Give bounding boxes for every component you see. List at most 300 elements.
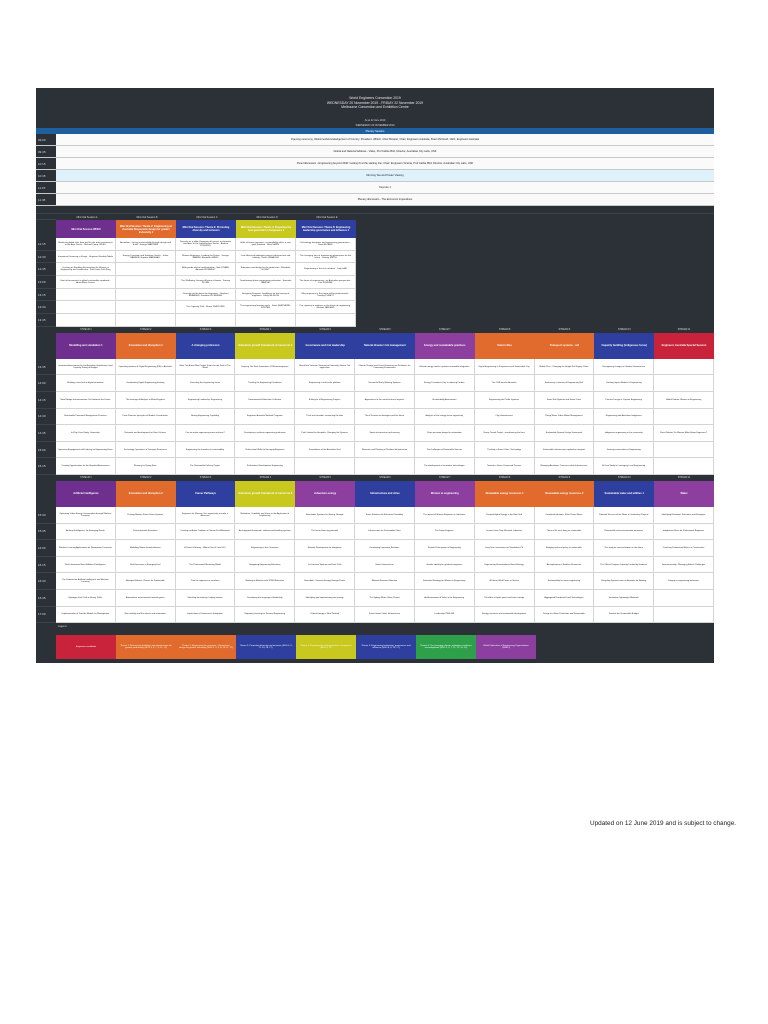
legend-item: Engineers worldwide xyxy=(56,635,116,659)
session-talk: Network Development for Integration xyxy=(295,540,355,557)
session-talk: Managed Retreat - Rooms for Sustainable xyxy=(116,573,176,590)
session-talk: Operating systems of Digital Engineering (DE) in Australia xyxy=(116,359,176,376)
time-slot: 11:45 xyxy=(36,194,56,205)
session-talk: The effect of hydro power and solar storage xyxy=(475,590,535,607)
stream-label: STREAM 4 xyxy=(259,328,272,331)
session-talk xyxy=(355,458,415,475)
session-row xyxy=(36,540,714,557)
session-talk: Aggregated Distributed Land Technologies xyxy=(535,590,595,607)
mini-workshop-talk: Diversity as a pillar: Engaging all sectors to eliminate 'outsiders' in the Infrastructure Sector · Andrew ROSSIDIS xyxy=(176,238,236,251)
stream-label: STREAM 6 xyxy=(379,328,391,331)
session-talk xyxy=(654,458,714,475)
session-header: Renewable energy resources 1 xyxy=(475,481,535,507)
session-talk: Rationale and development for New Cultures xyxy=(116,425,176,442)
mini-workshop-talk xyxy=(56,289,116,302)
session-talk xyxy=(295,458,355,475)
stream-label: STREAM 9 xyxy=(558,476,571,479)
mini-workshop-talk: The changing face of engineering governance for the future · Jeremy SMITH xyxy=(296,251,356,264)
legend-item: Theme 1: Reinvesting buildings and infrastructure for greater productivity (SDG 3, 6, 7, 9, 11, 12) xyxy=(116,635,176,659)
session-talk: The study for new techniques in the future xyxy=(594,540,654,557)
session-talk: Clean precision design for automation xyxy=(415,425,475,442)
time-slot: 15:00 xyxy=(36,442,56,459)
time-slot: 14:45 xyxy=(36,425,56,442)
stream-label: STREAM 11 xyxy=(677,476,691,479)
session-talk: There is No such thing as sustainable xyxy=(535,524,595,541)
stream-label: STREAM 7 xyxy=(439,328,451,331)
session-talk: Hornsdale - Victorian Energy Storage Power xyxy=(295,573,355,590)
session-talk: Hydrogen Fuel Cells in Heavy Traffic xyxy=(56,590,116,607)
session-talk: Governmentally - Managing Ethical Challenges xyxy=(654,557,714,574)
session-row xyxy=(36,425,714,442)
session-header: Natural disaster risk management xyxy=(355,333,415,359)
session-row xyxy=(36,590,714,607)
session-talk: From Pleasure principles of Modern Construction xyxy=(116,409,176,426)
afternoon-sessions-1 xyxy=(36,333,714,475)
session-header: Sustainable water and utilities 1 xyxy=(594,481,654,507)
session-talk: Can we make engineering more inclusive? xyxy=(176,425,236,442)
legend-item: Theme 6: Our changing climate: mitigation, resilience and adaptation (SDG 2, 6, 7, 11, 13, 14, 15) xyxy=(416,635,476,659)
session-header: Innovation and disruption 1 xyxy=(116,333,176,359)
session-talk: The Jaipur Engineer xyxy=(415,524,475,541)
session-talk: Female Participation in Engineering xyxy=(415,540,475,557)
session-talk: Think and consider: connecting the dots xyxy=(295,409,355,426)
session-header: Water xyxy=(654,481,714,507)
legend-item: Theme 5: Engineering leadership, governance and influence (SDG 8, 9, 16, 17) xyxy=(356,635,416,659)
session-talk: Profit Limited for Hospitals: Changing the Dynamic xyxy=(295,425,355,442)
session-talk: Indigenous engineering in the community xyxy=(594,425,654,442)
session-talk: Driving towards Innovation xyxy=(116,524,176,541)
mini-workshop-head: Mini Oral Session B xyxy=(116,214,176,220)
stream-label: STREAM 3 xyxy=(199,328,212,331)
session-talk: Co-Location Systems and Fuel Cells xyxy=(295,557,355,574)
session-talk: The Official Program Capacity Limited by Evidence xyxy=(594,557,654,574)
session-talk: Foundations of the Australian Grid xyxy=(295,442,355,459)
session-talk: Implications of Governance Integration xyxy=(176,607,236,624)
time-slot: 14:00 xyxy=(36,375,56,392)
stream-label: STREAM 10 xyxy=(617,476,631,479)
session-talk: Analysis of the energy sector opportunity xyxy=(415,409,475,426)
session-talk: Recognising changes in Gordon Infrastructure xyxy=(594,359,654,376)
mini-workshop-talk xyxy=(116,263,176,276)
session-talk: Environmental Education Collective xyxy=(235,392,295,409)
session-talk: Long Term assessment of Standalone PV xyxy=(475,540,535,557)
session-talk: Building a new fault in digital innovation xyxy=(56,375,116,392)
plenary-item: Opening ceremony, Welcome/Acknowledgement of Country, President, WFEO, Chief Minister, Chair, Engineers Australia, Peter McIntosh, CEO, Engineers Australia xyxy=(56,134,714,145)
plenary-row xyxy=(36,170,714,182)
session-talk: Sustainable Pavement Management Practices xyxy=(56,409,116,426)
mini-workshop-talk: Women Engineers: Leading the Future · George MAMINI, Elizabeth GREIG xyxy=(176,251,236,264)
session-talk: Lessons from Tony Renewal: industries xyxy=(475,524,535,541)
session-row xyxy=(36,375,714,392)
session-talk: Improving Engagement with Industry for Engineering Firms xyxy=(56,442,116,459)
session-talk: Modelling Nature based solutions xyxy=(116,540,176,557)
event-dates: WEDNESDAY 20 November 2019 - FRIDAY 22 November 2019 xyxy=(326,100,424,105)
session-talk: Mobile Plan - Changing the Height Rail Supply Chain xyxy=(535,359,595,376)
session-talk: A Case Study in Leveraging Local Engineering xyxy=(594,458,654,475)
session-talk: The Professional Mentoring Model xyxy=(176,557,236,574)
session-talk: Professional Skills for Emerging Engineers xyxy=(235,442,295,459)
stream-label: STREAM 5 xyxy=(319,328,331,331)
session-talk: Pushing Modern Smart Lanes Systems xyxy=(116,507,176,524)
session-talk: Exporting Learning for Terminal Engineering xyxy=(235,607,295,624)
session-talk: Sustainability for water engineering xyxy=(535,573,595,590)
mini-workshop-title: Mini Oral Session: Theme 3: Promoting diversity and inclusion xyxy=(176,220,236,238)
mini-workshop-talk: Education and design for the profession · Elizabeth HORST xyxy=(236,263,296,276)
session-talk: Developing the language of leadership xyxy=(235,590,295,607)
session-talk: Optimising Urban Energy Consumption through Machine Learning xyxy=(56,507,116,524)
session-talk: A Career Pathway - Where Does It Lead Us? xyxy=(176,540,236,557)
mini-workshop-talk xyxy=(116,276,176,289)
session-talk: Engineering Leadership: Engineering xyxy=(176,392,236,409)
session-talk: Machine Learning Applications for Wastewater Treatment xyxy=(56,540,116,557)
session-header: Engineers Australia Special Session xyxy=(654,333,714,359)
session-talk: Engineering Semiconductor Based Energy xyxy=(475,557,535,574)
day-band: WEDNESDAY 20 NOVEMBER 2019 xyxy=(36,123,714,128)
session-talk: Renewable Systems for Storing, Storage xyxy=(295,507,355,524)
session-talk: Think Victorian technologies and the future xyxy=(355,409,415,426)
mini-workshop-talk: Mild gender-driven transformation · Bob LYMAN, Amanda WORMLEY xyxy=(176,263,236,276)
session-talk: Novel Bridge Instrumentation: DeCarbonise the Future xyxy=(56,392,116,409)
time-slot: 09:00 xyxy=(36,134,56,145)
session-talk: Implementation of Transfer Models for Management xyxy=(56,607,116,624)
session-talk: Green Infrastructure xyxy=(355,557,415,574)
session-talk: Should the Victorian Government Internally Govern The application xyxy=(295,359,355,376)
session-talk: Towards a Smart Connected Precinct xyxy=(475,458,535,475)
plenary-rows xyxy=(36,134,714,206)
session-talk: Potential Success of the Water in Leadership Projects xyxy=(594,507,654,524)
session-talk: Meeting at Effective with STEM Education xyxy=(235,573,295,590)
session-row xyxy=(36,458,714,475)
session-talk: Professional Development Engineering xyxy=(235,458,295,475)
plenary-row xyxy=(36,134,714,146)
session-talk: The leverage of Analysis in Mulsi-Regimes xyxy=(116,392,176,409)
event-title: World Engineers Convention 2019 xyxy=(349,96,401,101)
mini-workshop-talk: The Wellbeing Journey: A future of teams · Farouq FLYNN xyxy=(176,276,236,289)
session-row xyxy=(36,607,714,624)
session-talk: Time for engineers to transform xyxy=(176,573,236,590)
session-talk: Leadership PWS-ISE xyxy=(415,607,475,624)
session-talk xyxy=(654,359,714,376)
stream-label: STREAM 6 xyxy=(379,476,391,479)
plenary-row xyxy=(36,194,714,206)
plenary-row xyxy=(36,146,714,158)
session-talk: Innovative Assessment for the Australian Satisfactory Load Capacity Rating of Bridges xyxy=(56,359,116,376)
session-header: Career Pathways xyxy=(176,481,236,507)
time-slot: 15:15 xyxy=(36,458,56,475)
version-band: As at 12 June 2019 xyxy=(36,118,714,123)
session-talk: A lifecycle of Engineering Projects xyxy=(295,392,355,409)
legend-label: Legend xyxy=(36,623,714,629)
mini-workshop-block xyxy=(36,214,714,327)
stream-label: STREAM 2 xyxy=(139,328,152,331)
session-header: Capacity building (indigenous focus) xyxy=(594,333,654,359)
session-talk: Smart infrastructure and sensing xyxy=(355,425,415,442)
mini-workshop-talk: Diversity and Inclusion for Engineers · Stephen BREADEN, Jonathan PICKERING xyxy=(176,289,236,302)
session-row xyxy=(36,524,714,541)
session-talk: Identifying Rainwater: Education and Strategies xyxy=(654,507,714,524)
session-talk: Smart Rail Systems and Smart Cities xyxy=(535,392,595,409)
time-slot: 15:30 xyxy=(36,507,56,524)
mini-workshop-talk xyxy=(116,301,176,314)
session-talk: Utilised energy transfer systems renewable integration xyxy=(415,359,475,376)
plenary-item: Plenary discussion - The Economic Imperatives xyxy=(56,194,714,205)
mini-workshop-talk: Innovative Financing in Kenya · Engineer Nasibah Ndolo xyxy=(56,251,116,264)
session-talk: An exploration of Seafloor Resources xyxy=(535,557,595,574)
session-talk: Artificial Intelligence: the Emerging Needs xyxy=(56,524,116,541)
session-talk: The Sydney Metro Urban Project xyxy=(355,590,415,607)
session-talk: Tracking the Engineering Fundraiser xyxy=(235,375,295,392)
session-header: Innovation and disruption 2 xyxy=(116,481,176,507)
mini-workshop-talk: Skills of future engineers: sustainability ethics a new gold standard · Mark SMITH xyxy=(236,238,296,251)
session-talk: The development of innovative technologies xyxy=(415,458,475,475)
mini-workshop-talk: Designing Program: Guidelines for the training of engineers · Emily NILSSON xyxy=(236,289,296,302)
session-talk: Creating Opportunities for the Standard Assessment xyxy=(56,458,116,475)
mini-workshop-talk: Energy Transition and Solutions Sector · Julian BARKER, Hayden MARSHALL xyxy=(116,251,176,264)
session-talk: Engineers Australia Network Programs xyxy=(235,409,295,426)
session-talk: Planning for Rising Seas xyxy=(116,458,176,475)
session-talk: Boxing Engineering Capability xyxy=(176,409,236,426)
session-talk: Global Debate: Women in Engineering xyxy=(654,392,714,409)
session-header: A changing profession xyxy=(176,333,236,359)
time-slot: 12:15 xyxy=(36,238,56,251)
session-header: Governance and risk leadership xyxy=(295,333,355,359)
session-talk: Engineering with Australian Indigenous xyxy=(594,409,654,426)
stream-label: STREAM 1 xyxy=(80,328,92,331)
header-spacer xyxy=(36,333,56,359)
session-talk xyxy=(654,607,714,624)
mini-workshop-talk: Technology disruption and engineering governance · Heidi McTAGS xyxy=(296,238,356,251)
session-talk: Identifying and implementing new energy xyxy=(295,590,355,607)
session-talk: Future Smart Cities: Infrastructure xyxy=(355,607,415,624)
session-talk: Developing Innovative Solutions xyxy=(355,540,415,557)
program-header xyxy=(36,88,714,118)
session-row xyxy=(36,507,714,524)
mini-workshop-title: Mini Oral Session: Theme 2: Engineering an Australia Responsive design for greater inclusivity 1 xyxy=(116,220,176,238)
session-talk: The future financing potential xyxy=(295,524,355,541)
mini-workshop-head: Mini Oral Session C xyxy=(176,214,236,220)
session-talk xyxy=(654,375,714,392)
session-talk: Energy resources and sustainable development xyxy=(475,607,535,624)
plenary-band: Plenary Session xyxy=(36,128,714,134)
stream-label: STREAM 8 xyxy=(498,328,511,331)
session-header: Modelling and simulation 1 xyxy=(56,333,116,359)
session-talk: Infrastructure for Sustainable Cities xyxy=(355,524,415,541)
session-talk: Towards the Sustainable Bridges xyxy=(594,607,654,624)
session-header: Renewable energy resources 2 xyxy=(535,481,595,507)
session-talk: Recycling Systems water in Australia for flooding xyxy=(594,573,654,590)
session-header: Infrastructure and cities xyxy=(355,481,415,507)
time-slot: 13:15 xyxy=(36,289,56,302)
time-slot: 13:30 xyxy=(36,301,56,314)
mini-workshop-talk: Reducing global risks from and for the built environment in the Asia Pacific · Michael Kemp, WFEO xyxy=(56,238,116,251)
event-venue: Melbourne Convention and Exhibition Centre xyxy=(341,105,409,110)
session-talk: Smart Solutions for Enhanced Liveability xyxy=(355,507,415,524)
time-slot: 17:00 xyxy=(36,607,56,624)
session-talk: The Potential for Artificial Intelligence and Machine Learning xyxy=(56,573,116,590)
mini-workshop-head: Mini Oral Session E xyxy=(296,214,356,220)
session-talk xyxy=(654,590,714,607)
session-talk: Indigenous Ethics for Professional Engineers xyxy=(654,524,714,541)
mini-workshop-column xyxy=(176,214,236,327)
session-talk: Protecting the engineering future xyxy=(176,375,236,392)
mini-workshop-talk xyxy=(56,301,116,314)
time-slot: 10:15 xyxy=(36,158,56,169)
legend-item: Theme 4: Preparing the next generation of engineers (SDG 4, 17) xyxy=(296,635,356,659)
mini-workshop-talk: Our capacity in evidence in the future of engineering · Michael JAFFERS xyxy=(296,301,356,314)
session-row xyxy=(36,392,714,409)
time-slot: 14:15 xyxy=(36,392,56,409)
plenary-item: Panel discussion - Engineering beyond 2030: Getting fit at the starting line, Chair: Engineers Victoria, Prof Cathie Bird, Director, Australian City Labs, UNF xyxy=(56,158,714,169)
mini-workshop-filler xyxy=(356,214,714,327)
session-header: Transport systems - rail xyxy=(535,333,595,359)
session-header: Education growth framework of tomorrow 2 xyxy=(235,481,295,507)
session-talk: Combined solutions: Solar Power Meets xyxy=(535,507,595,524)
program-sheet xyxy=(36,88,714,663)
stream-label: STREAM 3 xyxy=(199,476,212,479)
time-slot: 16:15 xyxy=(36,557,56,574)
stream-label: STREAM 1 xyxy=(80,476,92,479)
session-header: Artificial intelligence xyxy=(56,481,116,507)
session-talk: Sustainable System Design Framework xyxy=(535,425,595,442)
session-talk: City Infrastructures xyxy=(475,409,535,426)
mini-workshop-column xyxy=(236,214,296,327)
session-talk: Engineering the transition to sustainability xyxy=(176,442,236,459)
session-row xyxy=(36,359,714,376)
plenary-item: Global and National Address - Video, Prof Cathie Bird, Director, Australian City Labs, UNF xyxy=(56,146,714,157)
time-slot: 12:45 xyxy=(36,263,56,276)
session-talk: Shrinking the industry: helping women xyxy=(176,590,236,607)
session-talk: The impact of Women Engineers in Industries xyxy=(415,507,475,524)
session-talk: Approaches to the social-technical aspects xyxy=(355,392,415,409)
session-header: Adventure energy xyxy=(295,481,355,507)
session-header: Energy and sustainable practices xyxy=(415,333,475,359)
session-talk: Practice Design to Capture Engineering xyxy=(594,392,654,409)
mini-workshop-band xyxy=(36,206,714,214)
legend xyxy=(36,629,714,663)
session-talk: Energy Transitions: Key to reducing Carbon xyxy=(415,375,475,392)
session-header: Education growth framework of tomorrow 1 xyxy=(235,333,295,359)
stream-label: STREAM 11 xyxy=(677,328,691,331)
mini-workshop-talk: Cost effectively deploying project infrastructure and training · Karen LEMALUM xyxy=(236,251,296,264)
session-talk: Engineering and Traffic Systems xyxy=(475,392,535,409)
plenary-item: Morning Tea and Poster Viewing xyxy=(56,170,714,181)
session-talk: Pumped Hydro Energy in the New Grid xyxy=(475,507,535,524)
mini-workshop-talk xyxy=(116,289,176,302)
time-slot: 13:45 xyxy=(36,314,56,327)
session-talk: The Sustainable Delivery Project xyxy=(176,458,236,475)
session-talk: Growing communities in Engineering xyxy=(594,442,654,459)
session-talk: Digital Engineering in Progressive and Sustainable City xyxy=(475,359,535,376)
time-slot: 16:45 xyxy=(36,590,56,607)
mini-workshop-talk: Why engineers in the future will be professionals · Timothy PURETT xyxy=(296,289,356,302)
session-talk: Developing a resilient engineering profession xyxy=(235,425,295,442)
session-talk xyxy=(654,442,714,459)
header-spacer xyxy=(36,481,56,507)
session-header-row xyxy=(36,333,714,359)
mini-workshop-title: Mini Oral Session WFEO xyxy=(56,220,116,238)
mini-workshop-title: Mini Oral Session: Theme 8: Engineering leadership governance and influence 1 xyxy=(296,220,356,238)
session-row xyxy=(36,557,714,574)
time-slot: 12:30 xyxy=(36,251,56,264)
session-talk: The CSR trend in Australia xyxy=(475,375,535,392)
stream-label: STREAM 5 xyxy=(319,476,331,479)
mini-workshop-times xyxy=(36,214,56,327)
mini-workshop-talk: Joint achievements in global sustainable standards · Anne-Marie Davies xyxy=(56,276,116,289)
afternoon-sessions-2 xyxy=(36,481,714,623)
mini-workshop-talk: Creating an Enabling Environment for Women in Engineering and Leadership · Prof Dame Julia King xyxy=(56,263,116,276)
mini-workshop-talk xyxy=(236,314,296,327)
session-talk: Risk Emissions in Emerging Fuel xyxy=(116,557,176,574)
mini-workshop-talk: Engineering in the civic mindset · Judy LAM xyxy=(296,263,356,276)
session-talk xyxy=(654,409,714,426)
session-talk: Creating an Active Coalition in Climate Pro-Millennials xyxy=(176,524,236,541)
session-talk: New mobility and the vehicle and automation xyxy=(116,607,176,624)
time-slot: 13:45 xyxy=(36,359,56,376)
stream-label: STREAM 4 xyxy=(259,476,272,479)
time-slot: 09:45 xyxy=(36,146,56,157)
session-talk: Integrity in engineering behaviour xyxy=(654,573,714,590)
session-talk: Managing Academic Concerns within Infrastructure xyxy=(535,458,595,475)
legend-item: World Federation of Engineering Organisations (WFEO) xyxy=(476,635,536,659)
session-talk: Panel Debate: Do Women Make Better Engineers? xyxy=(654,425,714,442)
mini-workshop-title: Mini Oral Session: Theme 4: Preparing the next generation of engineers 1 xyxy=(236,220,296,238)
mini-workshop-column xyxy=(296,214,356,327)
session-talk: Rising Water Urban Waste Management xyxy=(535,409,595,426)
session-header: Smart cities xyxy=(475,333,535,359)
session-talk: Gender equality for graduate engineers xyxy=(415,557,475,574)
time-slot: 16:30 xyxy=(36,573,56,590)
mini-workshop-talk xyxy=(56,314,116,327)
session-talk: Evaluated Strategy for Women in Engineering xyxy=(415,573,475,590)
plenary-item: Keynote 1 xyxy=(56,182,714,193)
mini-workshop-talk xyxy=(116,314,176,327)
time-slot: 15:45 xyxy=(36,524,56,541)
plenary-row xyxy=(36,158,714,170)
session-talk: Material Nanoma Urbanism xyxy=(355,573,415,590)
time-slot: 11:15 xyxy=(36,182,56,193)
mini-workshop-head: Mini Oral Session D xyxy=(236,214,296,220)
session-talk: Carbon Energy in New Zealand xyxy=(295,607,355,624)
session-talk: Inspiring The Next Generation Of Womenengineers xyxy=(235,359,295,376)
mini-workshop-talk: Australian - turning sustainability through design and build · George GARTNER xyxy=(116,238,176,251)
session-talk: Reasonable and environmental measures xyxy=(594,524,654,541)
stream-label: STREAM 2 xyxy=(139,476,152,479)
session-talk: Technology Operations in Transport Resources xyxy=(116,442,176,459)
session-talk: Coordinating Digital Engineering planning xyxy=(116,375,176,392)
stream-label: STREAM 10 xyxy=(617,328,631,331)
session-talk: Thinking in Smart Cities: Technology xyxy=(475,442,535,459)
stream-label: STREAM 7 xyxy=(439,476,451,479)
session-talk: Engineering in the Curriculum xyxy=(235,540,295,557)
session-row xyxy=(36,409,714,426)
legend-item: Theme 2: Engineering for everyone - Responsive design for greater inclusivity (SDG 1, 3, 5, 8, 10, 11, 12) xyxy=(176,635,236,659)
plenary-row xyxy=(36,182,714,194)
time-slot: 13:00 xyxy=(36,276,56,289)
session-talk: Navigating Engineering Education xyxy=(235,557,295,574)
session-talk: Atmospheric measurement towards green xyxy=(116,590,176,607)
mini-workshop-talk xyxy=(296,314,356,327)
time-slot: 10:45 xyxy=(36,170,56,181)
session-talk: Climate Change and Critical Infrastructure Resilience for Community Frameworks xyxy=(355,359,415,376)
session-talk: Design for Urban Production and Sustainable xyxy=(535,607,595,624)
session-talk: Research and Planning of Resilient Infrastructure xyxy=(355,442,415,459)
mini-workshop-talk: Transforming future engineering education · Samuele JAMPSE xyxy=(236,276,296,289)
session-talk: Engineering a multi-scale platform xyxy=(295,375,355,392)
mini-workshop-head: Mini Oral Session A xyxy=(56,214,116,220)
session-talk: Risk Information Bias of Artificial Intelligence xyxy=(56,557,116,574)
session-talk: Bridging technical policy to sustainable xyxy=(535,540,595,557)
title-spacer xyxy=(36,220,56,238)
